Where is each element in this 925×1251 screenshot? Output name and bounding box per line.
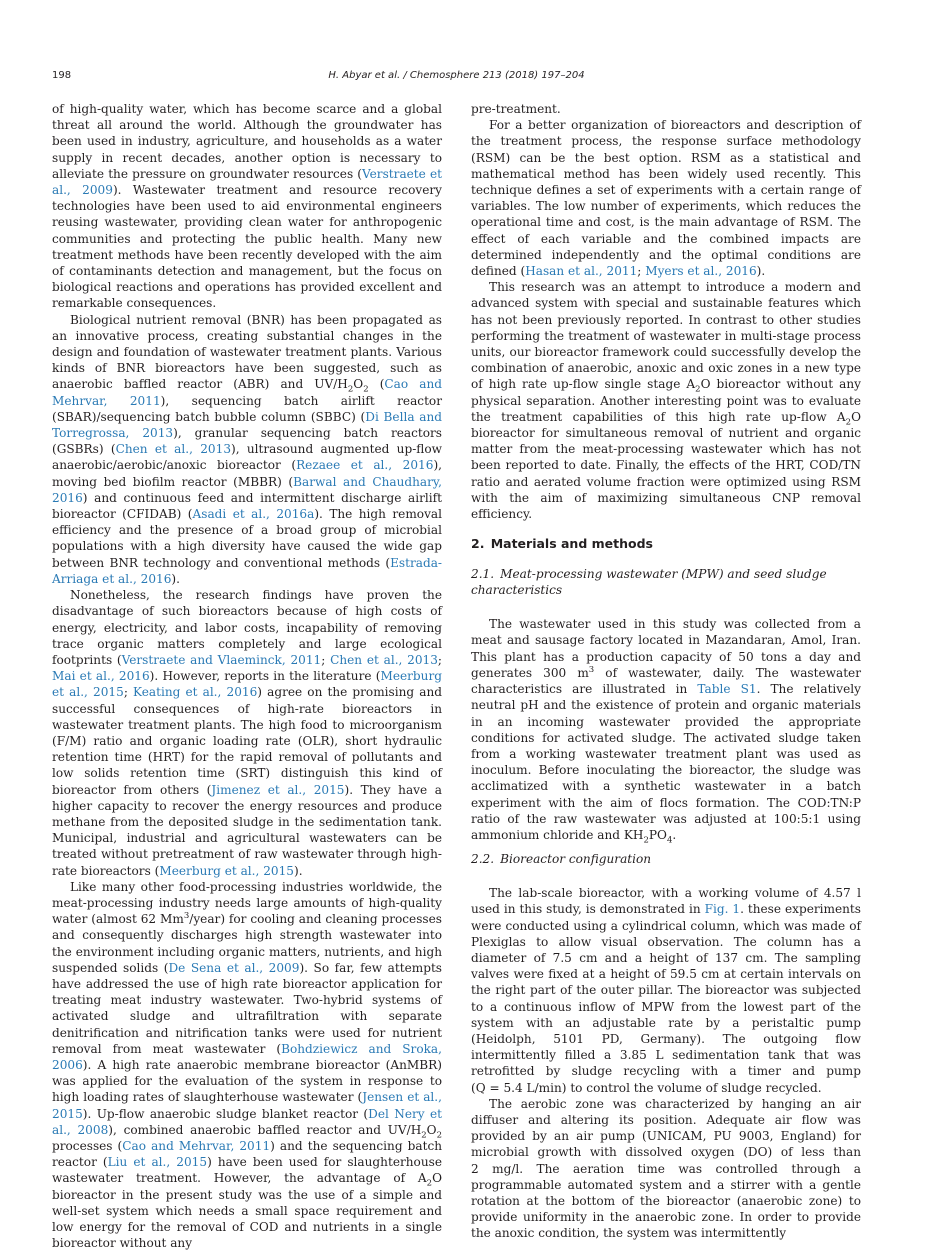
paragraph — [52, 312, 442, 587]
text-run: processes ( — [52, 1139, 123, 1153]
text-run: ; — [437, 652, 442, 667]
text-run: ) agree on the promising and successful consequences of high-rate bioreactors in wastewater treatment plants. The high food to microorganism (F/M) ratio and organic loading rate (OLR), short hydraulic retention time (HRT) for the rapid removal of pollutants and low solids retention time (SRT) distinguish this kind of bioreactor from others ( — [52, 685, 443, 797]
text-run: of high-quality water, which has become scarce and a global threat all around the world. Although the groundwater has been used in industry, agriculture, and households as a water supply in recent decades, another option is necessary to alleviate the pressure on groundwater resources ( — [52, 102, 442, 181]
text-run: ). However, reports in the literature ( — [149, 669, 381, 684]
text-run: ). So far, few attempts have addressed the use of high rate bioreactor application for treating meat industry wastewater. Two-hybrid systems of activated sludge and ultrafiltration with separate denitrification and nitrification tanks were used for nutrient removal from meat wastewater ( — [52, 960, 443, 1056]
paragraph — [471, 279, 861, 522]
text-run: pre-treatment. — [471, 102, 561, 116]
superscript: 3 — [588, 664, 595, 675]
citation-link[interactable]: Chen et al., 2013 — [115, 442, 232, 457]
text-run: ) and continuous feed and intermittent discharge airlift bioreactor (CFIDAB) ( — [52, 490, 442, 522]
subsection-heading: 2.1. Meat-processing wastewater (MPW) and seed sludge characteristics — [471, 567, 827, 598]
text-run: ) have been used for slaughterhouse wastewater treatment. However, the advantage of A — [52, 1155, 442, 1186]
subscript: 2 — [426, 1178, 433, 1189]
superscript: 3 — [183, 911, 190, 922]
citation-link[interactable]: Asadi et al., 2016a — [192, 507, 315, 522]
text-run: ), ultrasound augmented up-flow anaerobic/aerobic/anoxic bioreactor ( — [52, 442, 442, 473]
text-run: of wastewater, daily. The wastewater characteristics are illustrated in — [471, 665, 861, 697]
text-run: ), combined anaerobic baffled reactor and UV/H — [108, 1122, 422, 1137]
citation-link[interactable]: Table S1 — [697, 682, 757, 697]
citation-link[interactable]: Keating et al., 2016 — [133, 685, 258, 700]
text-run: ; — [123, 685, 134, 700]
paragraph — [471, 1096, 861, 1242]
text-run: O — [353, 377, 364, 392]
citation-link[interactable]: Jensen et al., 2015 — [52, 1090, 442, 1121]
text-run: ). The high removal efficiency and the presence of a broad group of microbial populations with a high diversity have caused the wide gap between BNR technology and conventional methods ( — [52, 507, 442, 570]
subscript: 2 — [643, 835, 649, 846]
subsection-heading: 2.2. Bioreactor configuration — [471, 852, 652, 867]
text-run: ). — [171, 571, 180, 586]
page-number: 198 — [52, 70, 72, 81]
text-run: ). Wastewater treatment and resource recovery technologies have been used to aid environmental engineers reusing wastewater, providing clean water for anthropogenic communities and protecting the public health. Many new treatment methods have been recently developed with the aim of contaminants detection and management, but the focus on biological reactions and operations has provided excellent and remarkable consequences. — [52, 183, 442, 311]
citation-link[interactable]: Hasan et al., 2011 — [525, 264, 638, 279]
citation-link[interactable]: Bohdziewicz and Sroka, 2006 — [52, 1041, 442, 1072]
text-run: /year) for cooling and cleaning processes and consequently discharges high strength wastewater into the environment including organic matters, nutrients, and high suspended solids ( — [52, 912, 442, 975]
left-column — [52, 101, 442, 1251]
paragraph — [52, 587, 442, 879]
text-run: The wastewater used in this study was collected from a meat and sausage factory located in Mazandaran, Amol, Iran. This plant has a production capacity of 50 tons a day and generates 300 m — [471, 617, 861, 680]
text-run: ). — [294, 863, 303, 878]
paragraph — [471, 117, 861, 279]
text-run: ), sequencing batch airlift reactor (SBAR)/sequencing batch bubble column (SBBC) ( — [52, 393, 442, 424]
citation-link[interactable]: Cao and Mehrvar, 2011 — [52, 377, 442, 408]
paragraph — [52, 879, 442, 1251]
text-run: ( — [368, 377, 385, 392]
citation-link[interactable]: Meerburg et al., 2015 — [52, 669, 442, 700]
subscript: 2 — [436, 1130, 443, 1141]
running-header — [52, 70, 861, 90]
text-run: The lab-scale bioreactor, with a working volume of 4.57 l used in this study, is demonstrated in — [471, 886, 861, 917]
subscript: 2 — [347, 384, 354, 395]
text-run: ; — [321, 652, 331, 667]
citation-link[interactable]: Jimenez et al., 2015 — [211, 782, 345, 797]
citation-link[interactable]: Del Nery et al., 2008 — [52, 1106, 442, 1137]
citation-link[interactable]: Cao and Mehrvar, 2011 — [122, 1139, 271, 1153]
text-run: . these experiments were conducted using a cylindrical column, which was made of Plexiglas to allow visual observation. The column has a diameter of 7.5 cm and a height of 137 cm. The sampling valves were fixed at a height of 59.5 cm at certain intervals on the right part of the outer pillar. The bioreactor was subjected to a continuous inflow of MPW from the lowest part of the system with an adjustable rate by a peristaltic pump (Heidolph, 5101 PD, Germany). The outgoing flow intermittently filled a 3.85 L sedimentation tank that was retrofitted by sludge recycling with a timer and pump (Q = 5.4 L/min) to control the volume of sludge recycled. — [471, 902, 861, 1095]
subscript: 2 — [695, 384, 701, 395]
text-run: . — [672, 827, 677, 842]
citation-link[interactable]: Verstraete et al., 2009 — [52, 166, 443, 198]
text-run: O bioreactor for simultaneous removal of nutrient and organic matter from the meat-processing wastewater which has not been reported to date. Finally, the effects of the HRT, COD/TN ratio and aerated volume fraction were optimized using RSM with the aim of maximizing simultaneous CNP removal efficiency. — [471, 409, 861, 522]
text-run: ; — [637, 264, 646, 279]
text-run: The aerobic zone was characterized by hanging an air diffuser and altering its position. Adequate air flow was provided by an air pump (UNICAM, PU 9003, England) for microbial growth with dissolved oxygen (DO) of less than 2 mg/l. The aeration time was controlled through a programmable automated system and a stirrer with a gentle rotation at the bottom of the bioreactor (anaerobic zone) to provide uniformity in the anaerobic zone. In order to provide the anoxic condition, the system was intermittently — [471, 1096, 861, 1241]
citation-link[interactable]: Liu et al., 2015 — [107, 1155, 208, 1170]
citation-link[interactable]: Di Bella and Torregrossa, 2013 — [52, 409, 443, 441]
text-run: ) and the sequencing batch reactor ( — [52, 1139, 443, 1170]
subscript: 4 — [666, 835, 673, 846]
text-run: ), granular sequencing batch reactors (GSBRs) ( — [52, 426, 442, 457]
paragraph — [471, 616, 861, 846]
text-run: This research was an attempt to introduce a modern and advanced system with special and sustainable features which has not been previously reported. In contrast to other studies performing the treatment of wastewater in multi-stage process units, our bioreactor framework could successfully develop the combination of anaerobic, anoxic and oxic zones in a new type of high rate up-flow single stage A — [471, 280, 861, 392]
journal-citation: H. Abyar et al. / Chemosphere 213 (2018) 197–204 — [328, 70, 585, 81]
text-run: ). Up-flow anaerobic sludge blanket reactor ( — [82, 1106, 369, 1121]
paragraph — [471, 885, 861, 1096]
paragraph — [52, 101, 442, 312]
subscript: 2 — [363, 384, 369, 395]
citation-link[interactable]: Chen et al., 2013 — [330, 652, 438, 667]
citation-link[interactable]: Estrada-Arriaga et al., 2016 — [52, 555, 442, 586]
citation-link[interactable]: Mai et al., 2016 — [52, 669, 150, 684]
text-run: ). — [756, 264, 766, 279]
text-run: For a better organization of bioreactors and description of the treatment process, the response surface methodology (RSM) can be the best option. RSM as a statistical and mathematical method has been widely used recently. This technique defines a set of experiments with a certain range of variables. The low number of experiments, which reduces the operational time and cost, is the main advantage of RSM. The effect of each variable and the combined impacts are determined independently and the optimal conditions are defined ( — [471, 118, 861, 279]
citation-link[interactable]: Fig. 1 — [704, 902, 741, 917]
text-run: ). They have a higher capacity to recover the energy resources and produce methane from the deposited sludge in the sedimentation tank. Municipal, industrial and agricultural wastewaters can be treated without pretreatment of raw wastewater through high-rate bioreactors ( — [52, 782, 442, 878]
text-run: O — [426, 1122, 437, 1137]
citation-link[interactable]: De Sena et al., 2009 — [168, 960, 300, 975]
citation-link[interactable]: Barwal and Chaudhary, 2016 — [52, 474, 442, 505]
text-run: Biological nutrient removal (BNR) has been propagated as an innovative process, creating substantial changes in the design and foundation of wastewater treatment plants. Various kinds of BNR bioreactors have been suggested, such as anaerobic baffled reactor (ABR) and UV/H — [52, 312, 442, 392]
text-run: O bioreactor in the present study was the use of a simple and well-set system which needs a small space requirement and low energy for the removal of COD and nutrients in a single bioreactor without any — [52, 1171, 442, 1251]
text-run: Nonetheless, the research findings have proven the disadvantage of such bioreactors because of high costs of energy, electricity, and labor costs, incapability of removing trace organic matters completely and large ecological footprints ( — [52, 588, 442, 667]
citation-link[interactable]: Meerburg et al., 2015 — [159, 863, 294, 878]
paragraph — [471, 101, 861, 117]
right-column — [471, 101, 861, 1242]
text-run: ). A high rate anaerobic membrane bioreactor (AnMBR) was applied for the evaluation of the system in response to high loading rates of slaughterhouse wastewater ( — [52, 1057, 442, 1105]
citation-link[interactable]: Rezaee et al., 2016 — [296, 458, 434, 473]
section-heading: 2. Materials and methods — [471, 536, 653, 552]
citation-link[interactable]: Verstraete and Vlaeminck, 2011 — [121, 652, 322, 667]
subscript: 2 — [845, 417, 852, 428]
subscript: 2 — [421, 1130, 427, 1141]
citation-link[interactable]: Myers et al., 2016 — [645, 264, 757, 279]
text-run: PO — [648, 827, 667, 842]
text-run: Like many other food-processing industries worldwide, the meat-processing industry needs large amounts of high-quality water (almost 62 Mm — [52, 879, 442, 927]
text-run: O bioreactor without any physical separation. Another interesting point was to evaluate the treatment capabilities of this high rate up-flow A — [471, 377, 862, 424]
text-run: . The relatively neutral pH and the existence of protein and organic materials in an incoming wastewater provided the appropriate conditions for activated sludge. The activated sludge taken from a working wastewater treatment plant was used as inoculum. Before inoculating the bioreactor, the sludge was acclimatized with a synthetic wastewater in a batch experiment with the aim of flocs formation. The COD:TN:P ratio of the raw wastewater was adjusted at 100:5:1 using ammonium chloride and KH — [471, 682, 861, 842]
text-run: ), moving bed biofilm reactor (MBBR) ( — [52, 458, 442, 489]
